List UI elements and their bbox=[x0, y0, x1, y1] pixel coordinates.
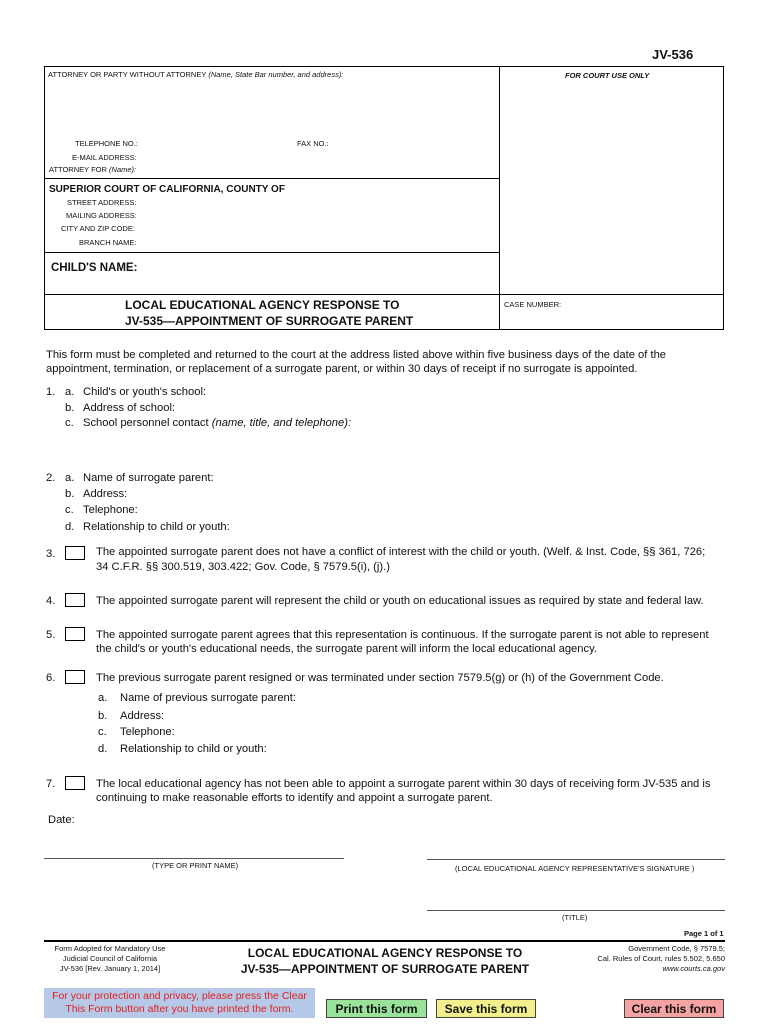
footer-references bbox=[580, 944, 725, 974]
privacy-notice-line1: For your protection and privacy, please press the Clear bbox=[52, 990, 307, 1002]
footer-adopted-line3: JV-536 [Rev. January 1, 2014] bbox=[59, 964, 161, 973]
item6a-label: Name of previous surrogate parent: bbox=[120, 692, 296, 704]
item1b-letter: b. bbox=[65, 402, 75, 414]
branch-label: BRANCH NAME: bbox=[79, 238, 137, 247]
privacy-notice bbox=[44, 988, 315, 1018]
signature-line[interactable] bbox=[427, 859, 725, 860]
case-number-label: CASE NUMBER: bbox=[504, 300, 562, 309]
save-form-button[interactable]: Save this form bbox=[436, 999, 536, 1018]
caption-header bbox=[44, 66, 724, 330]
item3-line2: 34 C.F.R. §§ 300.519, 303.422; Gov. Code, § 7579.5(i), (j).) bbox=[96, 561, 390, 573]
item7-line1: The local educational agency has not been able to appoint a surrogate parent within 30 days of receiving form JV-535 and is bbox=[96, 778, 711, 790]
intro-line1: This form must be completed and returned to the court at the address listed above within five business days of the date of the bbox=[46, 349, 667, 361]
item5-number: 5. bbox=[46, 629, 56, 641]
item1-number: 1. bbox=[46, 386, 56, 398]
clear-form-button[interactable]: Clear this form bbox=[624, 999, 724, 1018]
header-title-line2: JV-535—APPOINTMENT OF SURROGATE PARENT bbox=[125, 314, 414, 328]
fax-label: FAX NO.: bbox=[297, 139, 329, 148]
item6d-letter: d. bbox=[98, 743, 108, 755]
footer-ref-line1: Government Code, § 7579.5; bbox=[628, 944, 725, 953]
city-zip-label: CITY AND ZIP CODE: bbox=[61, 224, 135, 233]
item7-checkbox[interactable] bbox=[65, 776, 85, 790]
mailing-label: MAILING ADDRESS: bbox=[66, 211, 137, 220]
footer-rule bbox=[44, 940, 725, 942]
item3-checkbox[interactable] bbox=[65, 546, 85, 560]
footer-ref-link[interactable]: www.courts.ca.gov bbox=[662, 964, 725, 973]
item2a-letter: a. bbox=[65, 472, 75, 484]
header-title bbox=[125, 297, 413, 329]
item5-checkbox[interactable] bbox=[65, 627, 85, 641]
name-line[interactable] bbox=[44, 858, 344, 859]
item2c-label: Telephone: bbox=[83, 504, 138, 516]
footer-title bbox=[210, 945, 560, 977]
item4-number: 4. bbox=[46, 595, 56, 607]
item2d-label: Relationship to child or youth: bbox=[83, 521, 230, 533]
page-number: Page 1 of 1 bbox=[684, 929, 724, 938]
email-label: E-MAIL ADDRESS: bbox=[72, 153, 137, 162]
header-title-line1: LOCAL EDUCATIONAL AGENCY RESPONSE TO bbox=[125, 298, 400, 312]
footer-adopted bbox=[46, 944, 174, 974]
item2a-label: Name of surrogate parent: bbox=[83, 472, 214, 484]
attorney-for-label: ATTORNEY FOR (Name): bbox=[49, 165, 137, 174]
item7-line2: continuing to make reasonable efforts to identify and appoint a surrogate parent. bbox=[96, 792, 493, 804]
signature-label: (LOCAL EDUCATIONAL AGENCY REPRESENTATIVE'S SIGNATURE ) bbox=[455, 864, 695, 873]
item7-number: 7. bbox=[46, 778, 56, 790]
item6c-label: Telephone: bbox=[120, 726, 175, 738]
footer-title-line1: LOCAL EDUCATIONAL AGENCY RESPONSE TO bbox=[247, 946, 523, 960]
item4-checkbox[interactable] bbox=[65, 593, 85, 607]
footer-ref-line2: Cal. Rules of Court, rules 5.502, 5.650 bbox=[597, 954, 725, 963]
item5-line2: the child's or youth's educational needs, the surrogate parent will inform the local educational agency. bbox=[96, 643, 597, 655]
item6c-letter: c. bbox=[98, 726, 107, 738]
title-label: (TITLE) bbox=[562, 913, 588, 922]
item6-line1: The previous surrogate parent resigned or was terminated under section 7579.5(g) or (h) of the Government Code. bbox=[96, 672, 664, 684]
item1c-label: School personnel contact (name, title, and telephone): bbox=[83, 417, 352, 429]
court-label: SUPERIOR COURT OF CALIFORNIA, COUNTY OF bbox=[49, 184, 285, 195]
attorney-label: ATTORNEY OR PARTY WITHOUT ATTORNEY (Name, State Bar number, and address): bbox=[48, 70, 344, 79]
item5-line1: The appointed surrogate parent agrees that this representation is continuous. If the surrogate parent is not able to represent bbox=[96, 629, 709, 641]
print-form-button[interactable]: Print this form bbox=[326, 999, 427, 1018]
item2c-letter: c. bbox=[65, 504, 74, 516]
child-name-label: CHILD'S NAME: bbox=[51, 262, 138, 274]
item3-line1: The appointed surrogate parent does not have a conflict of interest with the child or youth. (Welf. & Inst. Code, §§ 361, 726; bbox=[96, 546, 706, 558]
item2-number: 2. bbox=[46, 472, 56, 484]
telephone-label: TELEPHONE NO.: bbox=[75, 139, 138, 148]
street-label: STREET ADDRESS: bbox=[67, 198, 137, 207]
item6b-letter: b. bbox=[98, 710, 108, 722]
footer-adopted-line1: Form Adopted for Mandatory Use bbox=[54, 944, 166, 953]
item1a-label: Child's or youth's school: bbox=[83, 386, 207, 398]
intro-line2: appointment, termination, or replacement of a surrogate parent, or within 30 days of receipt if no surrogate is appointed. bbox=[46, 363, 638, 375]
header-rule-child bbox=[45, 252, 499, 253]
date-label: Date: bbox=[48, 814, 75, 826]
form-number: JV-536 bbox=[652, 47, 694, 62]
item1a-letter: a. bbox=[65, 386, 75, 398]
item2b-letter: b. bbox=[65, 488, 75, 500]
item6-number: 6. bbox=[46, 672, 56, 684]
item1c-letter: c. bbox=[65, 417, 74, 429]
item2d-letter: d. bbox=[65, 521, 75, 533]
header-rule-court bbox=[45, 178, 499, 179]
item6a-letter: a. bbox=[98, 692, 108, 704]
header-divider bbox=[499, 67, 500, 329]
type-name-label: (TYPE OR PRINT NAME) bbox=[152, 861, 239, 870]
item2b-label: Address: bbox=[83, 488, 128, 500]
item6b-label: Address: bbox=[120, 710, 165, 722]
court-use-label: FOR COURT USE ONLY bbox=[565, 71, 650, 80]
item6-checkbox[interactable] bbox=[65, 670, 85, 684]
header-rule-title bbox=[45, 294, 724, 295]
title-line[interactable] bbox=[427, 910, 725, 911]
item3-number: 3. bbox=[46, 548, 56, 560]
item4-line1: The appointed surrogate parent will represent the child or youth on educational issues as required by state and federal law. bbox=[96, 595, 704, 607]
privacy-notice-line2: This Form button after you have printed the form. bbox=[65, 1003, 294, 1015]
footer-title-line2: JV-535—APPOINTMENT OF SURROGATE PARENT bbox=[240, 962, 530, 976]
item1b-label: Address of school: bbox=[83, 402, 176, 414]
item6d-label: Relationship to child or youth: bbox=[120, 743, 267, 755]
footer-adopted-line2: Judicial Council of California bbox=[62, 954, 158, 963]
